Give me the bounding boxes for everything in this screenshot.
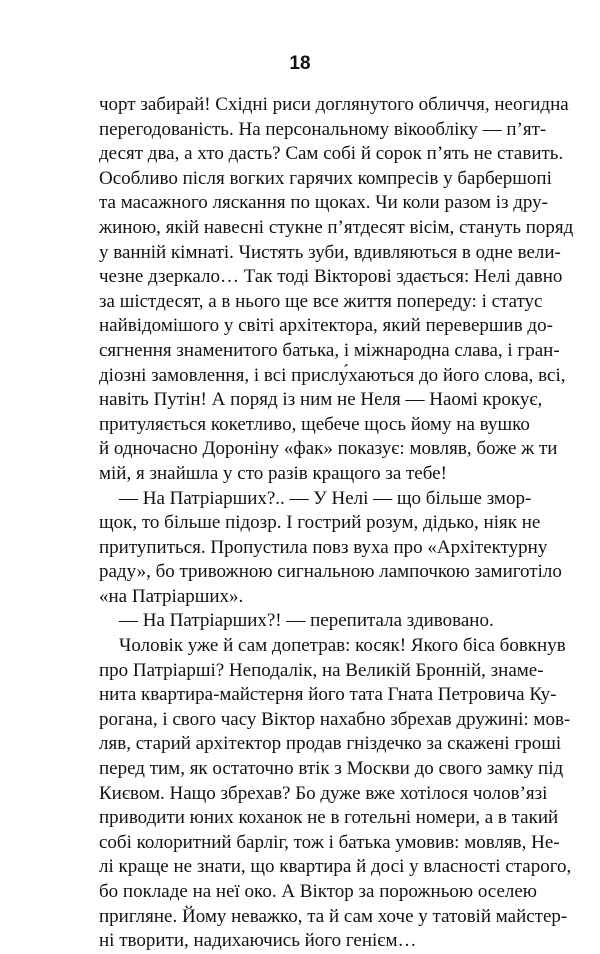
text-line: чорт забирай! Східні риси доглянутого обличчя, неогидна: [99, 94, 569, 115]
text-line: у ванній кімнаті. Чистять зуби, вдивляються в одне вели-: [99, 241, 561, 263]
text-line: пригляне. Йому неважко, та й сам хоче у татовій майстер-: [99, 905, 568, 927]
text-line: Чоловік уже й сам допетрав: косяк! Якого біса бовкнув: [119, 635, 566, 657]
text-line: Києвом. Нащо збрехав? Бо дуже вже хотілося чолов’язі: [99, 782, 548, 804]
text-line: бо покладе на неї око. А Віктор за порожньою оселею: [99, 881, 538, 902]
text-line: перегодованість. На персональному вікообліку — п’ят-: [99, 118, 547, 140]
text-line: жиною, якій навесні стукне п’ятдесят вісім, стануть поряд: [99, 216, 574, 238]
text-line: лі краще не знати, що квартира й досі у власності старого,: [99, 856, 572, 878]
text-line: й одночасно Дороніну «фак» показує: мовляв, боже ж ти: [99, 438, 558, 460]
text-line: щок, то більше підозр. І гострий розум, дідько, ніяк не: [99, 512, 541, 534]
text-line: раду», бо тривожною сигнальною лампочкою замиготіло: [99, 561, 562, 583]
text-line: найвідомішого у світі архітектора, який перевершив до-: [99, 315, 553, 337]
body-text: [99, 93, 574, 954]
text-line: сягнення знаменитого батька, і міжнародна слава, і гран-: [99, 339, 560, 361]
text-line: ні творити, надихаючись його генієм…: [99, 930, 417, 952]
text-line: — На Патріарших?! — перепитала здивовано.: [119, 610, 494, 632]
text-line: за шістдесят, а в нього ще все життя попереду: і статус: [99, 290, 543, 312]
text-line: мій, я знайшла у сто разів кращого за тебе!: [99, 462, 447, 484]
text-line: чезне дзеркало… Так тоді Вікторові здається: Нелі давно: [99, 266, 563, 288]
page-number: 18: [289, 53, 311, 74]
text-line: десят два, а хто дасть? Сам собі й сорок п’ять не ставить.: [99, 143, 564, 165]
text-line: перед тим, як остаточно втік з Москви до свого замку під: [99, 758, 564, 780]
text-line: про Патріарші? Неподалік, на Великій Бронній, знаме-: [99, 659, 544, 681]
text-line: — На Патріарших?.. — У Нелі — що більше змор-: [119, 487, 532, 509]
text-line: рогана, і свого часу Віктор нахабно збрехав дружині: мов-: [99, 708, 571, 730]
text-line: собі колоритний барліг, тож і батька умовив: мовляв, Не-: [99, 831, 560, 853]
text-line: навіть Путін! А поряд із ним не Неля — Наомі крокує,: [99, 389, 543, 411]
text-line: ляв, старий архітектор продав гніздечко за скажені гроші: [99, 733, 562, 755]
text-line: «на Патріарших».: [99, 585, 244, 607]
text-line: Особливо після вогких гарячих компресів у барбершопі: [99, 167, 552, 189]
text-line: та масажного ляскання по щоках. Чи коли разом із дру-: [99, 192, 548, 214]
text-line: притупиться. Пропустила повз вуха про «Архітектурну: [99, 536, 548, 558]
text-line: нита квартира-майстерня його тата Гната Петровича Ку-: [99, 684, 557, 706]
text-line: діозні замовлення, і всі прислу́хаються до його слова, всі,: [99, 364, 566, 386]
text-line: приводити юних коханок не в готельні номери, а в такий: [99, 807, 559, 829]
text-line: притуляється кокетливо, щебече щось йому на вушко: [99, 413, 530, 435]
